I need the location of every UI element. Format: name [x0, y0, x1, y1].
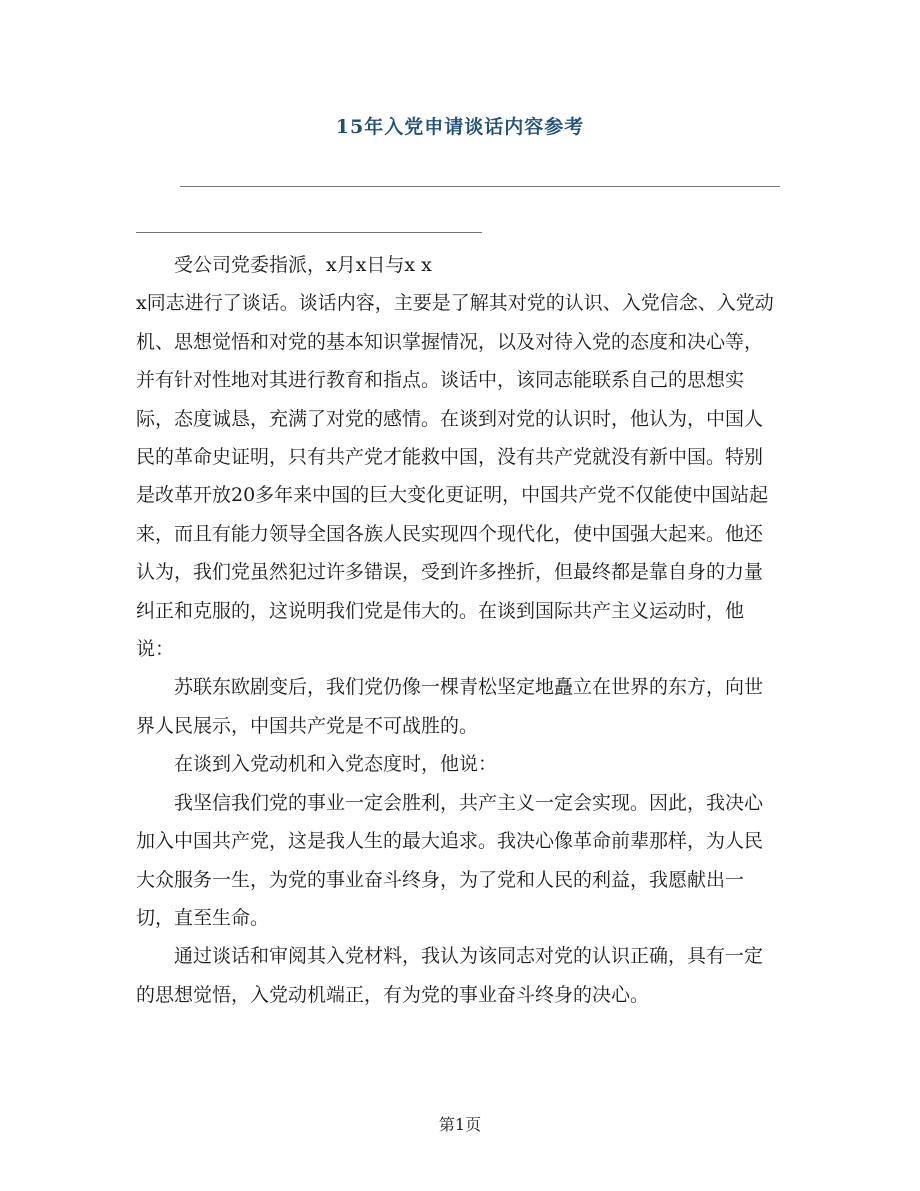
paragraph-quote-belief: 我坚信我们党的事业一定会胜利，共产主义一定会实现。因此，我决心加入中国共产党，这是我人生的最大追求。我决心像革命前辈那样，为人民大众服务一生，为党的事业奋斗终身，为了党和人民的利益，我愿献出一切，直至生命。: [136, 791, 764, 929]
paragraph-conclusion: 通过谈话和审阅其入党材料，我认为该同志对党的认识正确，具有一定的思想觉悟，入党动机端正，有为党的事业奋斗终身的决心。: [136, 945, 764, 1006]
page-number: 第1页: [438, 1115, 482, 1134]
paragraph-conversation: x同志进行了谈话。谈话内容，主要是了解其对党的认识、入党信念、入党动机、思想觉悟和对党的基本知识掌握情况，以及对待入党的态度和决心等，并有针对性地对其进行教育和指点。谈话中，该同志能联系自己的思想实际，态度诚恳，充满了对党的感情。在谈到对党的认识时，他认为，中国人民的革命史证明，只有共产党才能救中国，没有共产党就没有新中国。特别是改革开放20多年来中国的巨大变化更证明，中国共产党不仅能使中国站起来，而且有能力领导全国各族人民实现四个现代化，使中国强大起来。他还认为，我们党虽然犯过许多错误，受到许多挫折，但最终都是靠自身的力量纠正和克服的，这说明我们党是伟大的。在谈到国际共产主义运动时，他说：: [136, 292, 774, 661]
paragraph-opening: 受公司党委指派，x月x日与x x: [174, 254, 432, 276]
paragraph-quote-soviet: 苏联东欧剧变后，我们党仍像一棵青松坚定地矗立在世界的东方，向世界人民展示，中国共产党是不可战胜的。: [136, 676, 764, 737]
header-divider: [180, 186, 780, 187]
paragraph-motive-intro: 在谈到入党动机和入党态度时，他说：: [174, 753, 498, 776]
section-divider: [136, 232, 482, 233]
document-title: 15年入党申请谈话内容参考: [335, 116, 585, 138]
document-body: [136, 246, 776, 1014]
